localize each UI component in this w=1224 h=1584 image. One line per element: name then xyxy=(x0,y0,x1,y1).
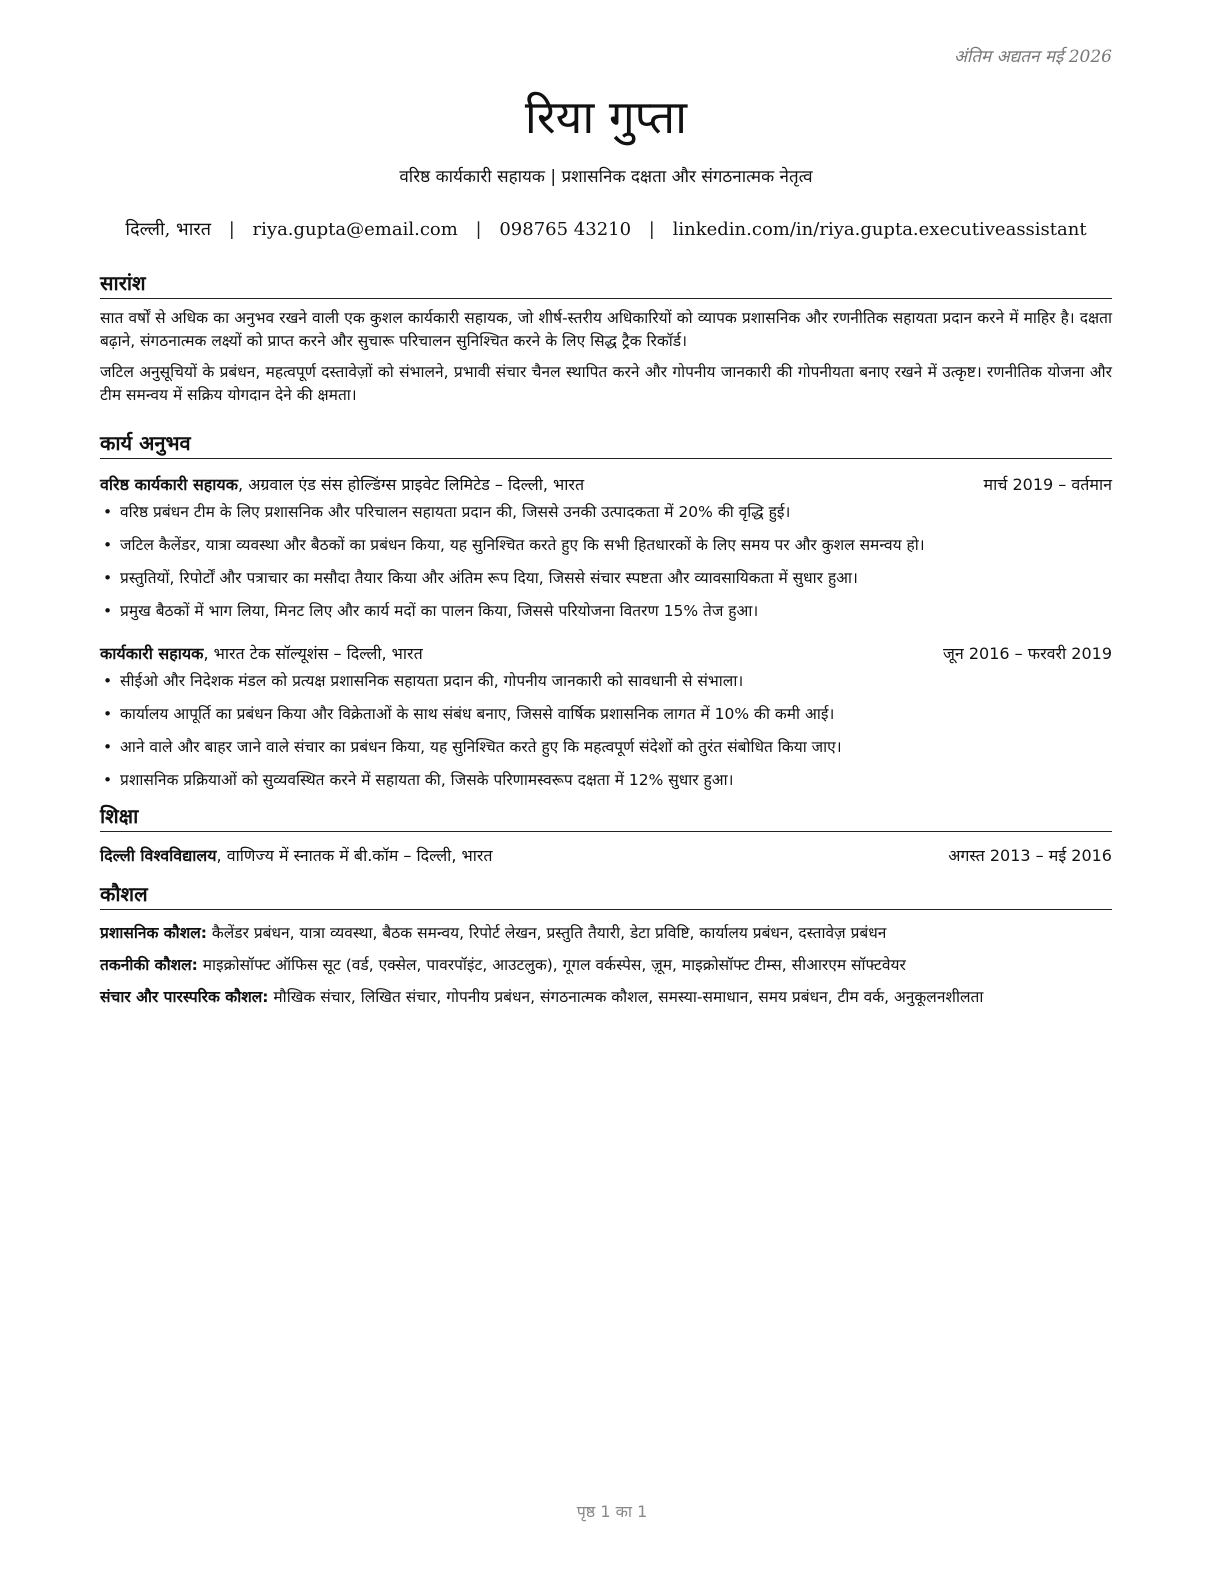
job-bullet-list xyxy=(100,670,1112,791)
education-entry xyxy=(100,844,1112,866)
bullet-icon: • xyxy=(103,771,113,789)
skill-value: माइक्रोसॉफ्ट ऑफिस सूट (वर्ड, एक्सेल, पावरपॉइंट, आउटलुक), गूगल वर्कस्पेस, ज़ूम, माइक्रोसॉफ्ट टीम्स, सीआरएम सॉफ्टवेयर xyxy=(197,956,906,974)
job-role: कार्यकारी सहायक xyxy=(100,644,204,663)
page-number: पृष्ठ 1 का 1 xyxy=(576,1502,648,1521)
contact-separator: | xyxy=(648,219,655,240)
section-title-summary: सारांश xyxy=(100,269,1112,299)
bullet-icon: • xyxy=(103,569,113,587)
bullet-text: सीईओ और निदेशक मंडल को प्रत्यक्ष प्रशासनिक सहायता प्रदान की, गोपनीय जानकारी को सावधानी से संभाला। xyxy=(120,672,744,690)
job-bullet-list xyxy=(100,501,1112,622)
skill-row xyxy=(100,954,1112,977)
skill-label: तकनीकी कौशल: xyxy=(100,956,198,974)
last-updated-note: अंतिम अद्यतन मई 2026 xyxy=(953,47,1112,67)
skill-row xyxy=(100,922,1112,945)
contact-phone: 098765 43210 xyxy=(499,219,632,240)
list-item xyxy=(100,670,1112,692)
section-title-education: शिक्षा xyxy=(100,802,1112,832)
job-title-line xyxy=(100,642,423,664)
skill-label: संचार और पारस्परिक कौशल: xyxy=(100,988,269,1006)
job-organization: , भारत टेक सॉल्यूशंस – दिल्ली, भारत xyxy=(203,644,423,663)
education-detail: , वाणिज्य में स्नातक में बी.कॉम – दिल्ली, भारत xyxy=(216,846,493,865)
job-dates: मार्च 2019 – वर्तमान xyxy=(983,475,1112,494)
bullet-icon: • xyxy=(103,672,113,690)
section-title-experience: कार्य अनुभव xyxy=(100,429,1112,459)
bullet-icon: • xyxy=(103,705,113,723)
candidate-name: रिया गुप्ता xyxy=(524,90,688,144)
list-item xyxy=(100,567,1112,589)
contact-linkedin-link[interactable]: linkedin.com/in/riya.gupta.executiveassistant xyxy=(672,219,1087,240)
contact-separator: | xyxy=(228,219,235,240)
list-item xyxy=(100,501,1112,523)
bullet-icon: • xyxy=(103,738,113,756)
job-organization: , अग्रवाल एंड संस होल्डिंग्स प्राइवेट लिमिटेड – दिल्ली, भारत xyxy=(238,475,585,494)
skill-value: कैलेंडर प्रबंधन, यात्रा व्यवस्था, बैठक समन्वय, रिपोर्ट लेखन, प्रस्तुति तैयारी, डेटा प्रविष्टि, कार्यालय प्रबंधन, दस्तावेज़ प्रबंधन xyxy=(206,924,887,942)
contact-line xyxy=(100,217,1112,241)
skill-row xyxy=(100,986,1112,1009)
list-item xyxy=(100,769,1112,791)
education-line xyxy=(100,844,493,866)
skill-value: मौखिक संचार, लिखित संचार, गोपनीय प्रबंधन, संगठनात्मक कौशल, समस्या-समाधान, समय प्रबंधन, टीम वर्क, अनुकूलनशीलता xyxy=(268,988,984,1006)
job-dates: जून 2016 – फरवरी 2019 xyxy=(943,644,1112,663)
education-dates: अगस्त 2013 – मई 2016 xyxy=(948,846,1112,865)
contact-email-link[interactable]: riya.gupta@email.com xyxy=(252,219,458,240)
summary-paragraph: सात वर्षों से अधिक का अनुभव रखने वाली एक कुशल कार्यकारी सहायक, जो शीर्ष-स्तरीय अधिकारियों को व्यापक प्रशासनिक और रणनीतिक सहायता प्रदान करने में माहिर है। दक्षता बढ़ाने, संगठनात्मक लक्ष्यों को प्राप्त करने और सुचारू परिचालन सुनिश्चित करने के लिए सिद्ध ट्रैक रिकॉर्ड। xyxy=(100,309,1112,350)
bullet-text: आने वाले और बाहर जाने वाले संचार का प्रबंधन किया, यह सुनिश्चित करते हुए कि महत्वपूर्ण संदेशों को तुरंत संबोधित किया जाए। xyxy=(120,738,842,756)
resume-page xyxy=(100,0,1112,1009)
list-item xyxy=(100,703,1112,725)
contact-separator: | xyxy=(475,219,482,240)
bullet-text: जटिल कैलेंडर, यात्रा व्यवस्था और बैठकों का प्रबंधन किया, यह सुनिश्चित करते हुए कि सभी हितधारकों के लिए समय पर और कुशल समन्वय हो। xyxy=(120,536,925,554)
job-header xyxy=(100,473,1112,495)
list-item xyxy=(100,534,1112,556)
list-item xyxy=(100,600,1112,622)
bullet-text: प्रशासनिक प्रक्रियाओं को सुव्यवस्थित करने में सहायता की, जिसके परिणामस्वरूप दक्षता में 12% सुधार हुआ। xyxy=(120,771,734,789)
bullet-text: कार्यालय आपूर्ति का प्रबंधन किया और विक्रेताओं के साथ संबंध बनाए, जिससे वार्षिक प्रशासनिक लागत में 10% की कमी आई। xyxy=(120,705,835,723)
list-item xyxy=(100,736,1112,758)
summary-paragraph: जटिल अनुसूचियों के प्रबंधन, महत्वपूर्ण दस्तावेज़ों को संभालने, प्रभावी संचार चैनल स्थापित करने और गोपनीय जानकारी की गोपनीयता बनाए रखने में उत्कृष्ट। रणनीतिक योजना और टीम समन्वय में सक्रिय योगदान देने की क्षमता। xyxy=(100,363,1112,404)
education-institution: दिल्ली विश्वविद्यालय xyxy=(100,846,217,865)
job-header xyxy=(100,642,1112,664)
candidate-tagline: वरिष्ठ कार्यकारी सहायक | प्रशासनिक दक्षता और संगठनात्मक नेतृत्व xyxy=(399,167,813,187)
bullet-text: वरिष्ठ प्रबंधन टीम के लिए प्रशासनिक और परिचालन सहायता प्रदान की, जिससे उनकी उत्पादकता में 20% की वृद्धि हुई। xyxy=(120,503,791,521)
section-title-skills: कौशल xyxy=(100,880,1112,910)
bullet-icon: • xyxy=(103,602,113,620)
job-title-line xyxy=(100,473,584,495)
bullet-icon: • xyxy=(103,536,113,554)
job-role: वरिष्ठ कार्यकारी सहायक xyxy=(100,475,239,494)
bullet-text: प्रस्तुतियों, रिपोर्टों और पत्राचार का मसौदा तैयार किया और अंतिम रूप दिया, जिससे संचार स्पष्टता और व्यावसायिकता में सुधार हुआ। xyxy=(120,569,858,587)
bullet-icon: • xyxy=(103,503,113,521)
bullet-text: प्रमुख बैठकों में भाग लिया, मिनट लिए और कार्य मदों का पालन किया, जिससे परियोजना वितरण 15% तेज हुआ। xyxy=(120,602,759,620)
contact-location: दिल्ली, भारत xyxy=(125,219,211,240)
skill-label: प्रशासनिक कौशल: xyxy=(100,924,207,942)
